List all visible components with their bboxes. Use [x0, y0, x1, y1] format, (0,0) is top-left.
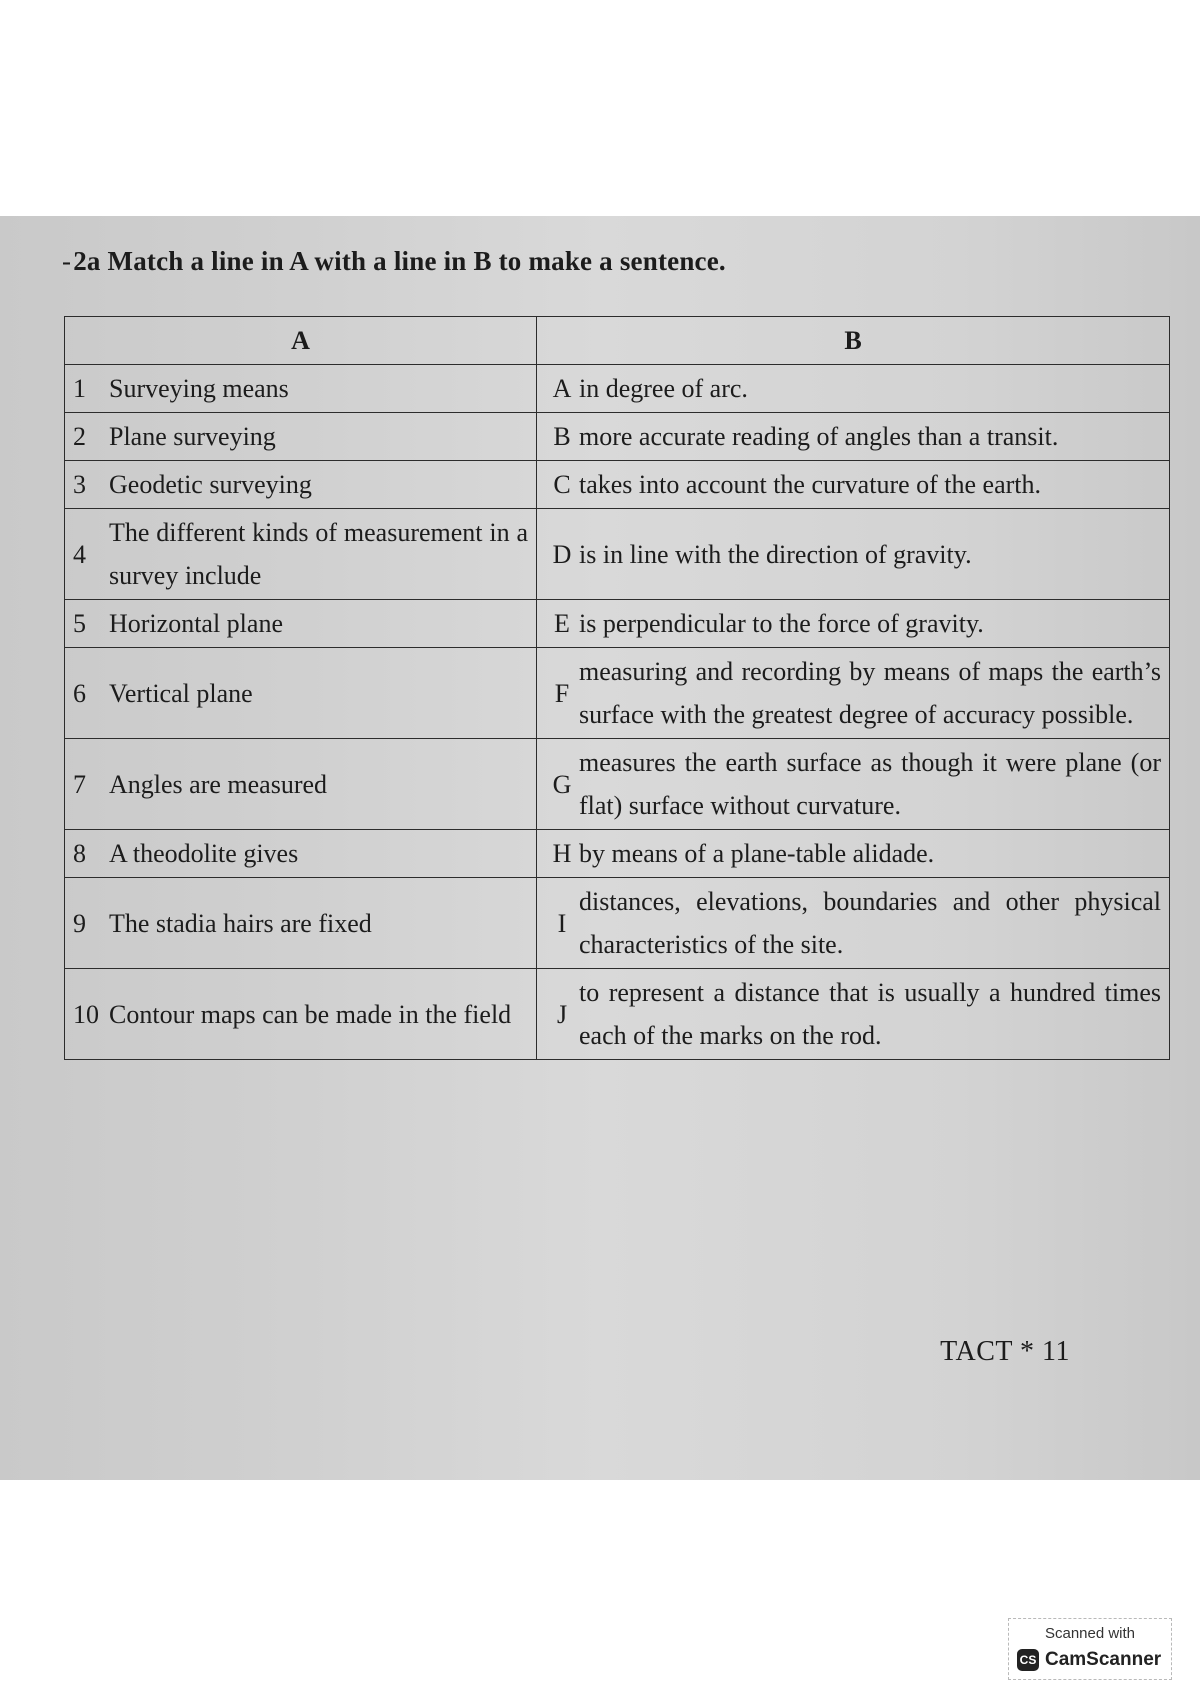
column-b-cell: [537, 648, 1170, 739]
sentence-end: to represent a distance that is usually a hundred times each of the marks on the rod.: [579, 978, 1161, 1050]
column-b-cell: [537, 830, 1170, 878]
row-number: 8: [73, 839, 86, 868]
matching-table: [64, 316, 1170, 1060]
column-b-cell: [537, 969, 1170, 1060]
sentence-end: more accurate reading of angles than a transit.: [579, 422, 1059, 451]
exercise-title-text: 2a Match a line in A with a line in B to make a sentence.: [73, 246, 726, 276]
table-row: [65, 600, 1170, 648]
scanned-page: [0, 216, 1200, 1480]
sentence-start: Horizontal plane: [109, 609, 283, 638]
column-a-cell: [65, 509, 537, 600]
sentence-end: is perpendicular to the force of gravity.: [579, 609, 984, 638]
column-b-header: B: [537, 317, 1170, 365]
table-row: [65, 830, 1170, 878]
column-a-cell: [65, 830, 537, 878]
column-a-cell: [65, 365, 537, 413]
sentence-end: measuring and recording by means of maps the earth’s surface with the greatest degree of accuracy possible.: [579, 657, 1161, 729]
column-a-cell: [65, 648, 537, 739]
sentence-end: by means of a plane-table alidade.: [579, 839, 935, 868]
column-a-cell: [65, 878, 537, 969]
sentence-end: measures the earth surface as though it were plane (or flat) surface without curvature.: [579, 748, 1161, 820]
exercise-title: [62, 246, 726, 277]
row-number: 9: [73, 908, 86, 938]
row-number: 7: [73, 769, 86, 799]
sentence-start: The stadia hairs are fixed: [109, 908, 372, 938]
column-b-cell: [537, 600, 1170, 648]
table-row: [65, 648, 1170, 739]
row-number: 1: [73, 374, 86, 403]
sentence-start: A theodolite gives: [109, 839, 299, 868]
sentence-start: Angles are measured: [109, 769, 328, 799]
row-letter: H: [552, 839, 572, 868]
column-a-cell: [65, 413, 537, 461]
row-number: 6: [73, 678, 86, 708]
row-letter: B: [553, 422, 571, 451]
row-letter: G: [552, 769, 572, 799]
sentence-end: distances, elevations, boundaries and other physical characteristics of the site.: [579, 887, 1161, 959]
table-row: [65, 509, 1170, 600]
column-a-header: A: [65, 317, 537, 365]
sentence-end: in degree of arc.: [579, 374, 748, 403]
row-letter: A: [552, 374, 572, 403]
sentence-end: takes into account the curvature of the earth.: [579, 470, 1042, 499]
sentence-start: Contour maps can be made in the field: [109, 999, 512, 1029]
camscanner-logo-icon: CS: [1017, 1649, 1039, 1671]
column-b-cell: [537, 509, 1170, 600]
page-code: TACT * 11: [940, 1336, 1070, 1367]
row-number: 5: [73, 609, 86, 638]
table-body: [65, 365, 1170, 1060]
sentence-start: Plane surveying: [109, 422, 276, 451]
sentence-end: is in line with the direction of gravity.: [579, 539, 972, 569]
column-b-cell: [537, 413, 1170, 461]
row-number: 3: [73, 470, 86, 499]
row-letter: E: [554, 609, 570, 638]
column-a-cell: [65, 739, 537, 830]
row-number: 10: [73, 999, 99, 1029]
row-number: 2: [73, 422, 86, 451]
camscanner-watermark: [1008, 1618, 1172, 1680]
watermark-caption: Scanned with: [1044, 1625, 1136, 1642]
sentence-start: Surveying means: [109, 374, 289, 403]
table-row: [65, 739, 1170, 830]
column-b-cell: [537, 365, 1170, 413]
table-row: [65, 461, 1170, 509]
row-letter: C: [553, 470, 571, 499]
column-b-cell: [537, 739, 1170, 830]
row-letter: I: [557, 908, 567, 938]
watermark-brand: CamScanner: [1045, 1649, 1162, 1670]
table-row: [65, 878, 1170, 969]
row-number: 4: [73, 539, 86, 569]
table-header-row: [65, 317, 1170, 365]
sentence-start: Vertical plane: [109, 678, 253, 708]
column-a-cell: [65, 600, 537, 648]
sentence-start: The different kinds of measurement in a survey include: [109, 518, 528, 590]
exercise-dash: -: [62, 246, 72, 276]
table-row: [65, 969, 1170, 1060]
row-letter: D: [552, 539, 572, 569]
column-a-cell: [65, 969, 537, 1060]
column-b-cell: [537, 461, 1170, 509]
column-a-cell: [65, 461, 537, 509]
sentence-start: Geodetic surveying: [109, 470, 312, 499]
column-b-cell: [537, 878, 1170, 969]
table-row: [65, 413, 1170, 461]
table-row: [65, 365, 1170, 413]
row-letter: J: [556, 999, 568, 1029]
row-letter: F: [554, 678, 570, 708]
